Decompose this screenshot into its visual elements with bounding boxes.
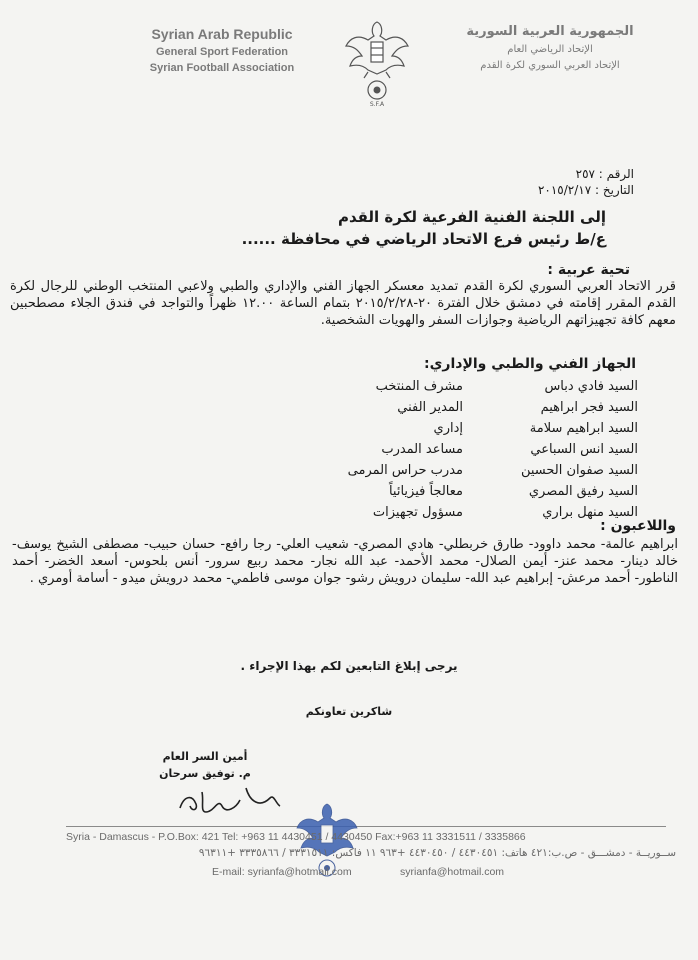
staff-role: مشرف المنتخب xyxy=(375,379,463,394)
reference-block xyxy=(538,166,634,198)
staff-role: إداري xyxy=(433,421,463,436)
staff-role: المدير الفني xyxy=(397,400,463,415)
staff-role: مدرب حراس المرمى xyxy=(347,463,463,478)
staff-name: السيد منهل براري xyxy=(542,505,638,520)
staff-title: الجهاز الفني والطبي والإداري: xyxy=(423,356,636,372)
signatory-block xyxy=(150,748,260,782)
staff-row xyxy=(278,439,638,460)
header-ar-country: الجمهورية العربية السورية xyxy=(466,24,634,39)
staff-name: السيد صفوان الحسين xyxy=(520,463,638,478)
handwritten-signature xyxy=(170,778,290,820)
footer-contact-english: Syria - Damascus - P.O.Box: 421 Tel: +963 11 4430451 / 4430450 Fax:+963 11 3331511 / 3335866 xyxy=(66,831,526,843)
request-line: يرجى إبلاغ التابعين لكم بهذا الإجراء . xyxy=(240,659,458,673)
letter-body: قرر الاتحاد العربي السوري لكرة القدم تمديد معسكر الجهاز الفني والإداري والطبي ولاعبي المنتخب الوطني للرجال لكرة القدم المقرر إقامته في دمشق خلال الفترة ٢٠-٢٠١٥/٢/٢٨ بتمام الساعة ١٢.٠٠ ظهراً والتواجد في فندق الجلاء مصطحبين معهم كافة تجهيزاتهم الرياضية وجوازات السفر والهويات الشخصية. xyxy=(10,279,676,328)
players-list: ابراهيم عالمة- محمد داوود- طارق خربطلي- هادي المصري- شعيب العلي- رجا رافع- حسان حبيب- مصطفى الشيخ يوسف- خالد دينار- محمد عنز- أيمن الصلال- محمد الأحمد- عبد الله نجار- محمد ربيع سرور- أنس بلحوس- أسعد الخضر- أحمد الناطور- أحمد مرعش- إبراهيم عبد الله- سليمان درويش رشو- جوان موسى فاطمي- محمد درويش ميدو - أسامة أومري . xyxy=(12,537,678,586)
signatory-name: م. توفيق سرحان xyxy=(159,767,251,780)
staff-role: مسؤول تجهيزات xyxy=(372,505,463,520)
footer-email-link-2[interactable]: syrianfa@hotmail.com xyxy=(400,866,505,878)
emblem-label: S.F.A xyxy=(369,101,385,108)
addressee-line-1: إلى اللجنة الفنية الفرعية لكرة القدم xyxy=(337,208,606,226)
footer-email-link[interactable]: E-mail: syrianfa@hotmail.com xyxy=(212,866,352,878)
staff-list xyxy=(278,376,638,523)
staff-name: السيد ابراهيم سلامة xyxy=(529,421,638,436)
staff-name: السيد فادي دباس xyxy=(544,379,638,394)
reference-number: الرقم : ٢٥٧ xyxy=(575,167,634,181)
staff-row xyxy=(278,460,638,481)
header-arabic xyxy=(450,24,650,71)
addressee-line-2: ع/ط رئيس فرع الاتحاد الرياضي في محافظة ...... xyxy=(241,230,606,248)
staff-name: السيد انس السباعي xyxy=(530,442,638,457)
staff-row xyxy=(278,397,638,418)
header-en-country: Syrian Arab Republic xyxy=(151,26,293,42)
eagle-emblem-icon xyxy=(344,12,410,108)
staff-row xyxy=(278,376,638,397)
header-english xyxy=(108,26,336,74)
staff-row xyxy=(278,418,638,439)
header-en-association: Syrian Football Association xyxy=(149,62,295,74)
footer-contact-arabic: ســوريــة - دمشـــق - ص.ب:٤٢١ هاتف: ٤٤٣٠٤٥١ / ٤٤٣٠٤٥٠ +٩٦٣ ١١ فاكس: ٣٣٣١٥١١ / ٣٣٣٥٨٦٦ +٩٦٣١١ xyxy=(198,847,676,859)
reference-date: التاريخ : ٢٠١٥/٢/١٧ xyxy=(537,183,634,197)
greeting: تحية عربية : xyxy=(547,262,630,278)
signatory-title: أمين السر العام xyxy=(162,750,248,763)
header-ar-association: الإتحاد العربي السوري لكرة القدم xyxy=(480,60,620,71)
staff-name: السيد فجر ابراهيم xyxy=(540,400,638,415)
staff-row xyxy=(278,502,638,523)
header-en-federation: General Sport Federation xyxy=(155,46,289,58)
staff-name: السيد رفيق المصري xyxy=(528,484,638,499)
footer-divider xyxy=(66,826,666,827)
thanks-line: شاكرين تعاونكم xyxy=(305,705,393,718)
players-title: واللاعبون : xyxy=(600,518,676,534)
staff-row xyxy=(278,481,638,502)
staff-role: مساعد المدرب xyxy=(381,442,463,457)
header-ar-federation: الإتحاد الرياضي العام xyxy=(507,44,593,55)
staff-role: معالجاً فيزيائياً xyxy=(388,484,463,499)
